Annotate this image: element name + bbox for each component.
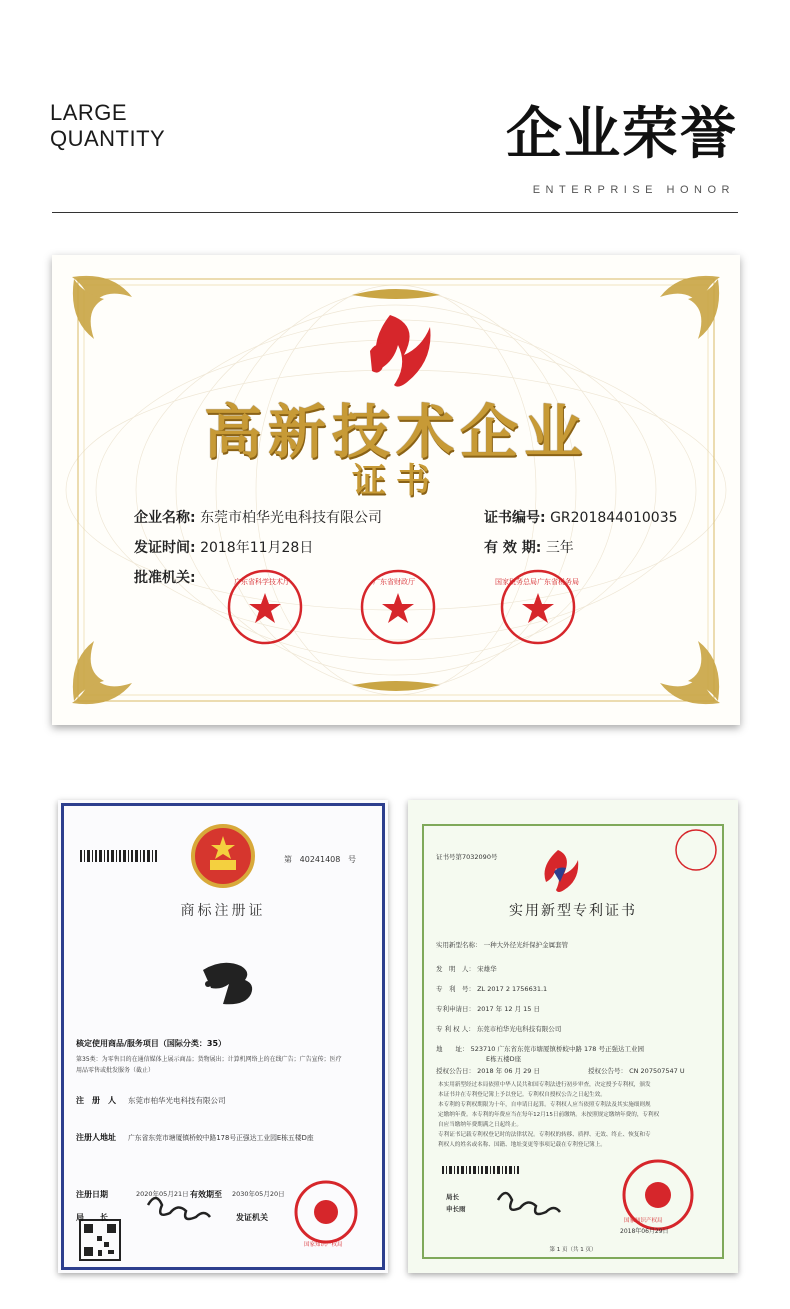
page-title: 企业荣誉 xyxy=(506,102,738,167)
patent-barcode-icon xyxy=(442,1166,519,1174)
director-label: 局 长 xyxy=(76,1213,108,1222)
valid-row xyxy=(484,537,574,557)
company-row xyxy=(134,507,382,527)
grant-date-row xyxy=(436,1066,540,1075)
seal-star-icon xyxy=(249,593,281,623)
certificate-title: 高新技术企业 xyxy=(203,398,588,466)
patent-seal-date: 2018年06月29日 xyxy=(620,1228,669,1235)
cert-no-label: 证书编号: xyxy=(484,510,546,526)
patent-name-row xyxy=(436,940,568,949)
goods-text-1: 第35类：为零售目的在通信媒体上展示商品；货物展出；计算机网络上的在线广告；广告宣传；医疗 xyxy=(76,1056,342,1063)
patent-graphics xyxy=(408,800,738,1273)
registrant-value: 东莞市柏华光电科技有限公司 xyxy=(128,1096,226,1105)
reg-no-suffix: 号 xyxy=(348,855,356,864)
grant-no-label: 授权公告号： xyxy=(588,1067,627,1075)
address-value: 广东省东莞市塘厦镇桥蛟中路178号正强达工业园E栋五楼D座 xyxy=(128,1134,314,1142)
seal3-text: 国家税务总局广东省税务局 xyxy=(495,578,579,586)
tagline-line1: LARGE xyxy=(50,100,128,125)
issue-date-label: 发证时间: xyxy=(134,540,196,556)
reg-no-value: 40241408 xyxy=(299,855,341,864)
apply-date-row xyxy=(436,1004,540,1013)
goods-text-2: 用品零售或批发服务（截止） xyxy=(76,1067,155,1074)
trademark-certificate xyxy=(58,800,388,1273)
patent-address-value-1: 523710 广东省东莞市塘厦镇桥蛟中路 178 号正强达工业园 xyxy=(470,1045,644,1053)
grant-date-value: 2018 年 06 月 29 日 xyxy=(477,1067,540,1075)
patent-address-row xyxy=(436,1044,644,1053)
header-divider xyxy=(52,212,738,213)
inventor-value: 宋雄华 xyxy=(477,965,497,973)
issue-date-value: 2018年11月28日 xyxy=(200,540,314,556)
patent-signature-icon xyxy=(498,1193,560,1214)
grant-date-label: 授权公告日： xyxy=(436,1067,475,1075)
patent-body-line-5: 自应当缴纳年费期满之日起终止。 xyxy=(438,1122,522,1128)
cert-no-row xyxy=(484,507,678,527)
grant-no-value: CN 207507547 U xyxy=(629,1067,685,1075)
trademark-title: 商标注册证 xyxy=(180,903,266,919)
patent-director-label-1: 局长 xyxy=(446,1193,459,1201)
national-emblem-icon xyxy=(193,826,253,886)
patent-address-label: 地 址： xyxy=(436,1045,469,1053)
reg-no-prefix: 第 xyxy=(284,855,292,864)
patent-director-label-2: 申长雨 xyxy=(446,1205,466,1213)
registrant-label: 注 册 人 xyxy=(76,1096,116,1105)
page-subtitle: ENTERPRISE HONOR xyxy=(532,184,735,196)
seal1-text: 广东省科学技术厅 xyxy=(234,578,290,586)
issue-date-row xyxy=(134,537,313,557)
company-label: 企业名称: xyxy=(134,510,196,526)
apply-date-label: 专利申请日： xyxy=(436,1005,475,1013)
patent-name-value: 一种大外径光纤保护金属套管 xyxy=(483,941,569,949)
header-tagline xyxy=(50,100,165,152)
valid-value: 三年 xyxy=(545,540,574,556)
patent-no-label: 专 利 号： xyxy=(436,985,475,993)
approver-label: 批准机关: xyxy=(134,570,196,586)
patent-body-text xyxy=(438,1080,713,1150)
high-tech-certificate xyxy=(52,255,740,725)
address-label: 注册人地址 xyxy=(76,1133,116,1142)
patent-no-value: ZL 2017 2 1756631.1 xyxy=(477,985,548,993)
patent-body-line-6: 专利证书记载专利权登记时的法律状况。专利权的转移、质押、无效、终止、恢复和专 xyxy=(438,1132,651,1138)
inventor-row xyxy=(436,964,497,973)
patent-address-value-2: E栋五楼D座 xyxy=(486,1055,522,1063)
patent-body-line-2: 本证书并在专利登记簿上予以登记。专利权自授权公告之日起生效。 xyxy=(438,1092,606,1098)
owner-value: 东莞市柏华光电科技有限公司 xyxy=(476,1025,562,1033)
owner-label: 专 利 权 人： xyxy=(436,1025,475,1033)
tagline-line2: QUANTITY xyxy=(50,126,166,151)
patent-no-row xyxy=(436,984,547,993)
patent-body-line-7: 利权人的姓名或名称、国籍、地址变更等事项记载在专利登记簿上。 xyxy=(438,1142,606,1148)
patent-body-line-3: 本专利的专利权期限为十年，自申请日起算。专利权人应当依照专利法及其实施细则规 xyxy=(438,1102,651,1108)
cert-no-value: GR201844010035 xyxy=(550,510,678,526)
valid-until-label: 有效期至 xyxy=(190,1190,222,1199)
patent-cert-no: 证书号第7032090号 xyxy=(436,853,498,861)
apply-date-value: 2017 年 12 月 15 日 xyxy=(477,1005,540,1013)
owner-row xyxy=(436,1024,561,1033)
brand-logo-icon xyxy=(203,963,252,1004)
reg-date-label: 注册日期 xyxy=(76,1190,108,1199)
patent-title: 实用新型专利证书 xyxy=(509,903,637,919)
inventor-label: 发 明 人： xyxy=(436,965,475,973)
qr-code-icon xyxy=(80,1220,120,1260)
signature-icon xyxy=(148,1198,210,1219)
patent-seal-text: 国家知识产权局 xyxy=(624,1218,663,1224)
patent-certificate xyxy=(408,800,738,1273)
reg-date-value: 2020年05月21日 xyxy=(136,1190,189,1198)
reg-no xyxy=(284,854,356,865)
patent-body-line-1: 本实用新型经过本局依照中华人民共和国专利法进行初步审查，决定授予专利权，颁发 xyxy=(438,1082,651,1088)
high-tech-logo-icon xyxy=(370,315,431,387)
goods-label: 核定使用商品/服务项目（国际分类：35） xyxy=(76,1039,227,1048)
company-value: 东莞市柏华光电科技有限公司 xyxy=(200,510,383,526)
trademark-seal-text: 国家知识产权局 xyxy=(304,1242,343,1248)
valid-until-value: 2030年05月20日 xyxy=(232,1190,285,1198)
grant-no-row xyxy=(588,1066,685,1075)
stamp-icon xyxy=(676,830,716,870)
patent-logo-icon xyxy=(545,850,579,892)
valid-label: 有 效 期: xyxy=(484,540,542,556)
seal2-text: 广东省财政厅 xyxy=(373,578,415,586)
trademark-graphics xyxy=(58,800,388,1273)
approver-row xyxy=(134,567,196,587)
barcode-icon xyxy=(80,850,157,862)
patent-name-label: 实用新型名称： xyxy=(436,941,482,949)
patent-page-number: 第 1 页（共 1 页） xyxy=(549,1247,597,1253)
patent-body-line-4: 定缴纳年费。本专利的年费应当在每年12月15日前缴纳。未按照规定缴纳年费的，专利权 xyxy=(438,1112,660,1118)
certificate-subtitle: 证书 xyxy=(352,461,440,501)
issuer-label: 发证机关 xyxy=(236,1213,268,1222)
